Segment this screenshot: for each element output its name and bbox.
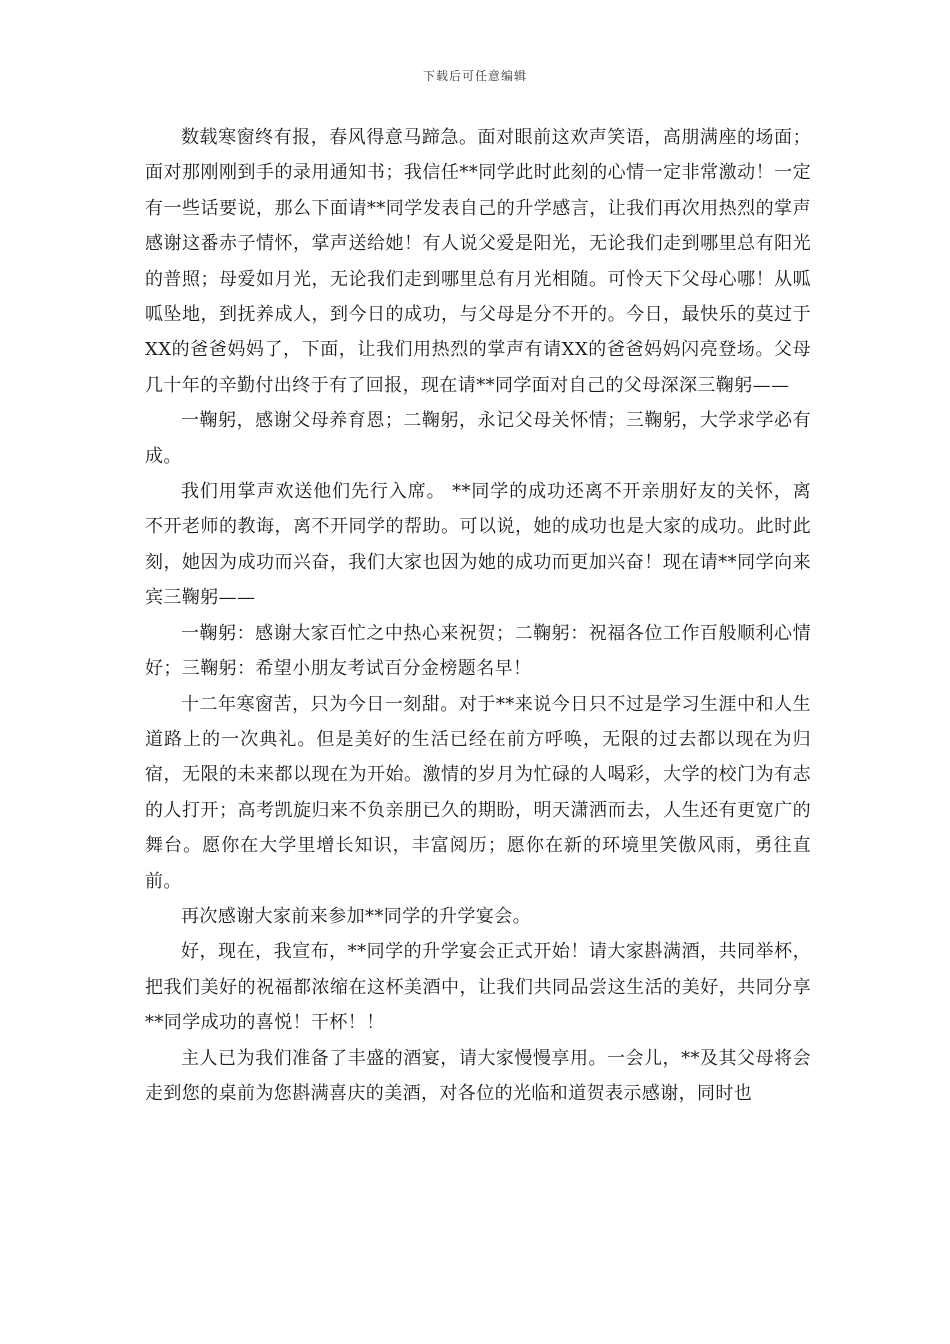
paragraph: 数载寒窗终有报，春风得意马蹄急。面对眼前这欢声笑语，高朋满座的场面；面对那刚刚到手的录用通知书；我信任**同学此时此刻的心情一定非常激动！一定有一些话要说，那么下面请**同学发表自己的升学感言，让我们再次用热烈的掌声感谢这番赤子情怀，掌声送给她！有人说父爱是阳光，无论我们走到哪里总有阳光的普照；母爱如月光，无论我们走到哪里总有月光相随。可怜天下父母心哪！从呱呱坠地，到抚养成人，到今日的成功，与父母是分不开的。今日，最快乐的莫过于XX的爸爸妈妈了，下面，让我们用热烈的掌声有请XX的爸爸妈妈闪亮登场。父母几十年的辛勤付出终于有了回报，现在请**同学面对自己的父母深深三鞠躬—— — [145, 127, 811, 396]
paragraph: 再次感谢大家前来参加**同学的升学宴会。 — [181, 905, 531, 927]
paragraph: 一鞠躬：感谢大家百忙之中热心来祝贺；二鞠躬：祝福各位工作百般顺利心情好；三鞠躬：希望小朋友考试百分金榜题名早！ — [145, 622, 811, 680]
page-header: 下载后可任意编辑 — [422, 69, 527, 83]
paragraph: 我们用掌声欢送他们先行入席。 **同学的成功还离不开亲朋好友的关怀，离不开老师的教诲，离不开同学的帮助。可以说，她的成功也是大家的成功。此时此刻，她因为成功而兴奋，我们大家也因为她的成功而更加兴奋！现在请**同学向来宾三鞠躬—— — [145, 481, 811, 609]
paragraph: 十二年寒窗苦，只为今日一刻甜。对于**来说今日只不过是学习生涯中和人生道路上的一次典礼。但是美好的生活已经在前方呼唤，无限的过去都以现在为归宿，无限的未来都以现在为开始。激情的岁月为忙碌的人喝彩，大学的校门为有志的人打开；高考凯旋归来不负亲朋已久的期盼，明天潇洒而去，人生还有更宽广的舞台。愿你在大学里增长知识，丰富阅历；愿你在新的环境里笑傲风雨，勇往直前。 — [145, 693, 811, 892]
paragraph: 主人已为我们准备了丰盛的酒宴，请大家慢慢享用。一会儿，**及其父母将会走到您的桌前为您斟满喜庆的美酒，对各位的光临和道贺表示感谢，同时也 — [145, 1047, 811, 1104]
document-body — [145, 120, 811, 1111]
paragraph: 一鞠躬，感谢父母养育恩；二鞠躬，永记父母关怀情；三鞠躬，大学求学必有成。 — [145, 410, 811, 467]
paragraph: 好，现在，我宣布，**同学的升学宴会正式开始！请大家斟满酒，共同举杯，把我们美好的祝福都浓缩在这杯美酒中，让我们共同品尝这生活的美好，共同分享**同学成功的喜悦！干杯！！ — [145, 941, 811, 1034]
